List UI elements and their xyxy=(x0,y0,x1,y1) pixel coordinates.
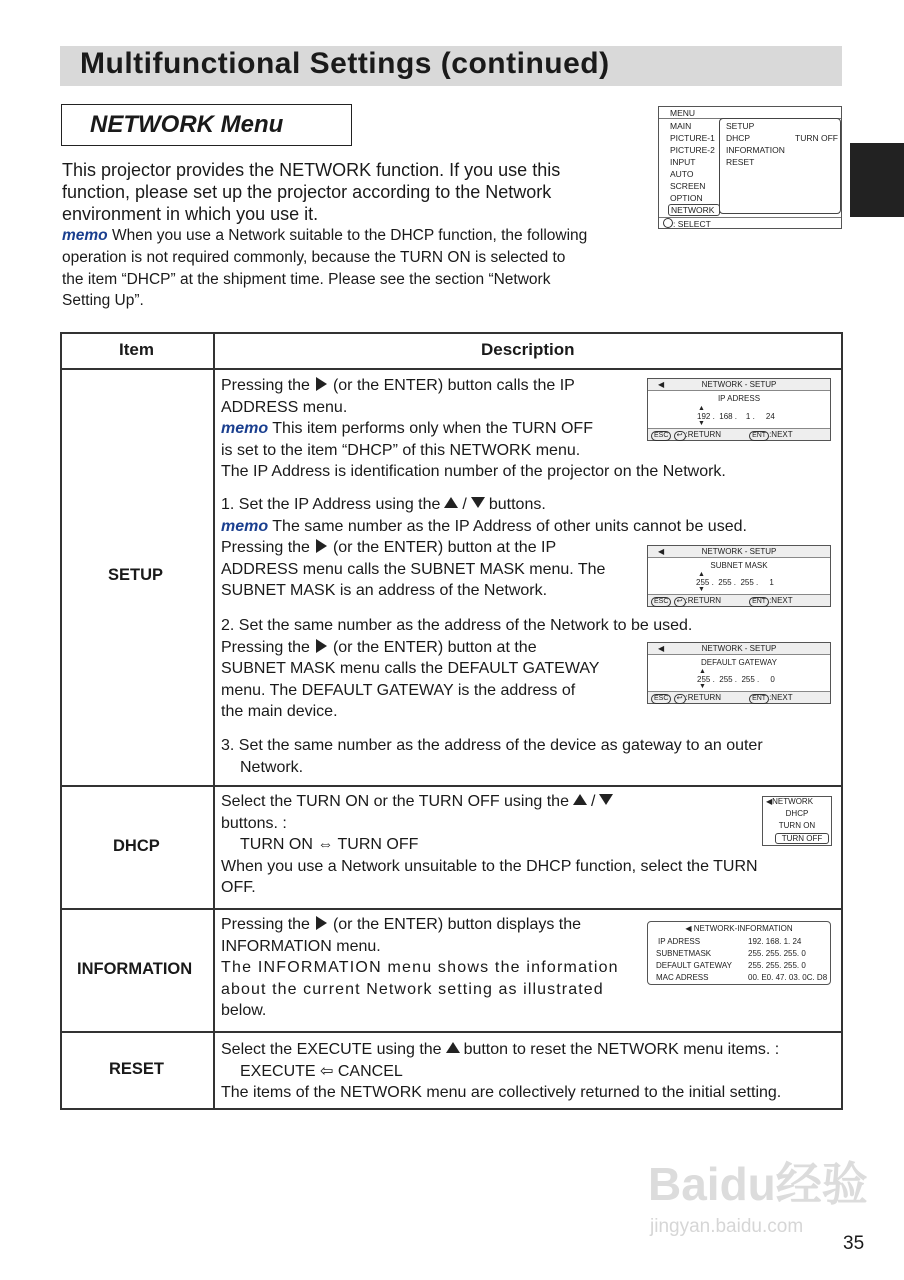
menu-item: MAIN xyxy=(670,121,692,131)
section-title: NETWORK Menu xyxy=(90,111,284,138)
up-arrow-icon xyxy=(446,1042,460,1053)
setup-step3: 3. Set the same number as the address of the device as gateway to an outer Network. xyxy=(221,737,763,776)
osd-subnet-mask: ◀ NETWORK - SETUP SUBNET MASK ▲ 255 . 255 . 255 . 1 ▼ ESC ↩ :RETURN ENT :NEXT xyxy=(647,545,831,607)
left-arrow-icon: ◀ xyxy=(685,924,694,933)
menu-osd xyxy=(658,106,842,229)
memo-note xyxy=(62,225,652,312)
up-arrow-icon xyxy=(444,497,458,508)
table-border xyxy=(60,785,843,787)
chapter-tab xyxy=(850,143,904,217)
menu-item: PICTURE-2 xyxy=(670,145,715,155)
menu-item: AUTO xyxy=(670,169,694,179)
up-arrow-icon: ▲ xyxy=(699,668,706,675)
up-arrow-icon: ▲ xyxy=(698,405,705,412)
left-arrow-icon: ◀ xyxy=(658,644,665,653)
osd-ip-address: ◀ NETWORK - SETUP IP ADRESS ▲ 192 . 168 . 1 . 24 ▼ ESC ↩ :RETURN ENT :NEXT xyxy=(647,378,831,441)
down-arrow-icon xyxy=(599,794,613,805)
row-item-reset: RESET xyxy=(109,1060,165,1078)
intro-text xyxy=(62,159,622,225)
intro-line: function, please set up the projector according to the Network xyxy=(62,182,552,202)
submenu-item: INFORMATION xyxy=(726,145,785,155)
left-arrow-icon: ◀ xyxy=(658,380,665,389)
setup-step1: 1. Set the IP Address using the / buttons. memo The same number as the IP Address of other units cannot be used. Pressing the (or the ENTER) button at the IP ADDRESS menu calls the SUBNET MASK menu. The SUBNET MASK is an address of the Network. xyxy=(221,496,747,599)
memo-line: Setting Up”. xyxy=(62,292,144,310)
down-arrow-icon xyxy=(471,497,485,508)
setup-desc: Pressing the (or the ENTER) button calls the IP ADDRESS menu. memo This item performs only when the TURN OFF is set to the item “DHCP” of this NETWORK menu. The IP Address is identification number of the projector on the Network. xyxy=(221,377,726,480)
memo-label: memo xyxy=(62,227,108,244)
reset-desc: Select the EXECUTE using the button to reset the NETWORK menu items. : EXECUTE ⇦ CANCEL The items of the NETWORK menu are collectively returned to the initial setting. xyxy=(221,1041,782,1101)
memo-line: operation is not required commonly, because the TURN ON is selected to xyxy=(62,248,566,266)
memo-line: When you use a Network suitable to the DHCP function, the following xyxy=(107,227,588,244)
menu-osd-header: MENU xyxy=(670,108,696,118)
submenu-item: DHCP xyxy=(726,133,751,143)
menu-item: PICTURE-1 xyxy=(670,133,715,143)
menu-item: INPUT xyxy=(670,157,696,167)
table-border xyxy=(60,908,843,910)
dhcp-desc: Select the TURN ON or the TURN OFF using the / buttons. : TURN ON ⇔ TURN OFF When you use a Network unsuitable to the DHCP function, select the TURN OFF. xyxy=(221,793,758,896)
col-header-description: Description xyxy=(481,340,575,359)
menu-item: SCREEN xyxy=(670,181,706,191)
table-border xyxy=(60,1031,843,1033)
left-arrow-icon: ◀ xyxy=(658,547,665,556)
menu-item: OPTION xyxy=(670,193,703,203)
up-arrow-icon xyxy=(573,794,587,805)
table-border xyxy=(60,332,843,334)
select-hint: : SELECT xyxy=(663,218,711,229)
row-item-information: INFORMATION xyxy=(77,960,193,978)
table-border xyxy=(841,332,843,1109)
table-border xyxy=(60,332,62,1109)
dhcp-value: TURN OFF xyxy=(795,133,838,143)
left-arrow-icon: ◀ xyxy=(766,797,773,806)
col-header-item: Item xyxy=(119,340,154,359)
osd-network-information: ◀ NETWORK-INFORMATION IP ADRESS 192. 168. 1. 24 SUBNETMASK 255. 255. 255. 0 DEFAULT GATEWAY 255. 255. 255. 0 MAC ADRESS 00. E0. 47. 03. 0C. D8 xyxy=(647,921,831,985)
submenu-item: SETUP xyxy=(726,121,755,131)
right-arrow-icon xyxy=(316,639,327,653)
intro-line: This projector provides the NETWORK function. If you use this xyxy=(62,160,561,180)
down-arrow-icon: ▼ xyxy=(698,420,705,427)
osd-default-gateway: ◀ NETWORK - SETUP DEFAULT GATEWAY ▲ 255 . 255 . 255 . 0 ▼ ESC ↩ :RETURN ENT :NEXT xyxy=(647,642,831,704)
submenu-item: RESET xyxy=(726,157,755,167)
table-border xyxy=(60,368,843,370)
up-arrow-icon: ▲ xyxy=(698,571,705,578)
right-arrow-icon xyxy=(316,539,327,553)
page-title: Multifunctional Settings (continued) xyxy=(80,47,610,80)
down-arrow-icon: ▼ xyxy=(699,683,706,690)
page-number: 35 xyxy=(843,1233,865,1254)
watermark-logo: Baidu经验 xyxy=(648,1158,868,1210)
table-border xyxy=(60,1108,843,1110)
setup-step2: 2. Set the same number as the address of the Network to be used. Pressing the (or the ENTER) button at the SUBNET MASK menu calls the DEFAULT GATEWAY menu. The DEFAULT GATEWAY is the address of the main device. xyxy=(221,617,693,720)
down-arrow-icon: ▼ xyxy=(698,586,705,593)
right-arrow-icon xyxy=(316,916,327,930)
intro-line: environment in which you use it. xyxy=(62,204,319,224)
table-border xyxy=(213,332,215,1109)
right-arrow-icon xyxy=(316,377,327,391)
row-item-dhcp: DHCP xyxy=(113,837,160,855)
osd-dhcp: ◀NETWORK DHCP TURN ON TURN OFF xyxy=(762,796,832,846)
row-item-setup: SETUP xyxy=(108,566,164,584)
select-icon xyxy=(663,218,673,228)
watermark-url: jingyan.baidu.com xyxy=(650,1216,804,1237)
menu-item-selected: NETWORK xyxy=(668,204,720,216)
memo-line: the item “DHCP” at the shipment time. Please see the section “Network xyxy=(62,270,551,288)
information-desc: Pressing the (or the ENTER) button displays the INFORMATION menu. The INFORMATION menu shows the information about the current Network setting as illustrated below. xyxy=(221,916,619,1019)
